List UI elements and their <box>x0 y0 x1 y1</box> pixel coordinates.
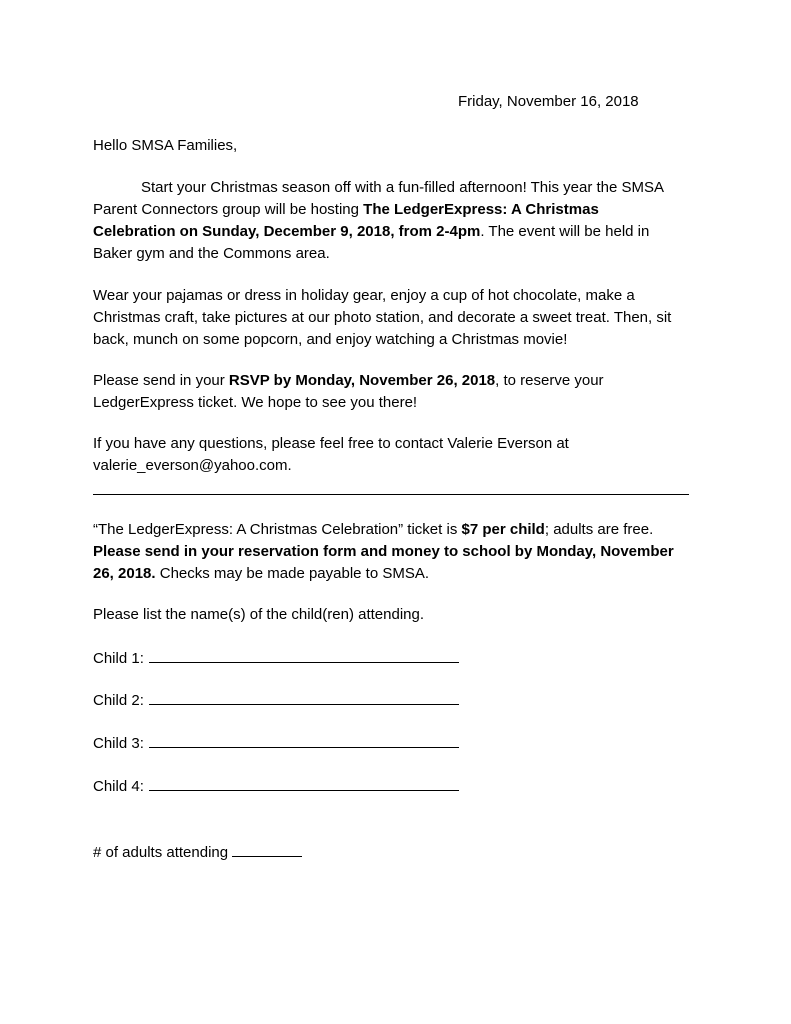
attendee-instructions: Please list the name(s) of the child(ren) attending. <box>93 606 425 623</box>
paragraph-line <box>93 177 693 199</box>
host-text: Parent Connectors group will be hosting <box>93 201 364 218</box>
ticket-lead-text: “The LedgerExpress: A Christmas Celebration” ticket is <box>93 521 462 538</box>
paragraph-line <box>93 563 693 585</box>
paragraph-line: Baker gym and the Commons area. <box>93 245 330 262</box>
child-4-blank[interactable] <box>149 775 459 791</box>
event-name-bold: The LedgerExpress: A Christmas <box>363 201 599 218</box>
paragraph-line <box>93 519 693 541</box>
greeting: Hello SMSA Families, <box>93 137 238 154</box>
rsvp-paragraph <box>93 370 693 414</box>
paragraph-line: LedgerExpress ticket. We hope to see you there! <box>93 394 418 411</box>
rsvp-deadline-bold: RSVP by Monday, November 26, 2018 <box>228 372 496 389</box>
child-4-label: Child 4: <box>93 778 144 795</box>
adults-attending-label: # of adults attending <box>93 844 229 861</box>
child-3-label: Child 3: <box>93 735 144 752</box>
activities-paragraph <box>93 285 693 351</box>
child-1-field <box>93 647 459 670</box>
location-text: . The event will be held in <box>480 223 650 240</box>
cut-line-divider <box>93 494 689 495</box>
paragraph-line: If you have any questions, please feel free to contact Valerie Everson at <box>93 435 569 452</box>
paragraph-line: Christmas craft, take pictures at our photo station, and decorate a sweet treat. Then, sit <box>93 309 672 326</box>
ticket-price-bold: $7 per child <box>461 521 545 538</box>
adults-attending-blank[interactable] <box>232 841 302 857</box>
child-2-field <box>93 689 459 712</box>
adults-free-text: ; adults are free. <box>544 521 654 538</box>
paragraph-line <box>93 199 693 221</box>
child-4-field <box>93 775 459 798</box>
paragraph-line: back, munch on some popcorn, and enjoy watching a Christmas movie! <box>93 331 568 348</box>
deadline-date-bold: 26, 2018. <box>93 565 156 582</box>
contact-paragraph <box>93 433 693 477</box>
checks-payable-text: Checks may be made payable to SMSA. <box>155 565 430 582</box>
reservation-deadline-bold: Please send in your reservation form and money to school by Monday, November <box>93 543 674 560</box>
intro-text: Start your Christmas season off with a fun-filled afternoon! This year the SMSA <box>141 179 665 196</box>
child-3-blank[interactable] <box>149 732 459 748</box>
letter-date: Friday, November 16, 2018 <box>458 93 639 110</box>
paragraph-line <box>93 370 693 392</box>
rsvp-tail-text: , to reserve your <box>495 372 604 389</box>
adults-attending-field <box>93 841 302 864</box>
child-3-field <box>93 732 459 755</box>
event-datetime-bold: Celebration on Sunday, December 9, 2018, from 2-4pm <box>93 223 481 240</box>
child-2-label: Child 2: <box>93 692 144 709</box>
child-2-blank[interactable] <box>149 689 459 705</box>
rsvp-lead-text: Please send in your <box>93 372 229 389</box>
event-intro-paragraph <box>93 177 693 265</box>
ticket-info-paragraph <box>93 519 693 585</box>
contact-email: valerie_everson@yahoo.com. <box>93 457 292 474</box>
paragraph-line: Wear your pajamas or dress in holiday gear, enjoy a cup of hot chocolate, make a <box>93 287 635 304</box>
child-1-blank[interactable] <box>149 647 459 663</box>
paragraph-line <box>93 221 693 243</box>
child-1-label: Child 1: <box>93 650 144 667</box>
